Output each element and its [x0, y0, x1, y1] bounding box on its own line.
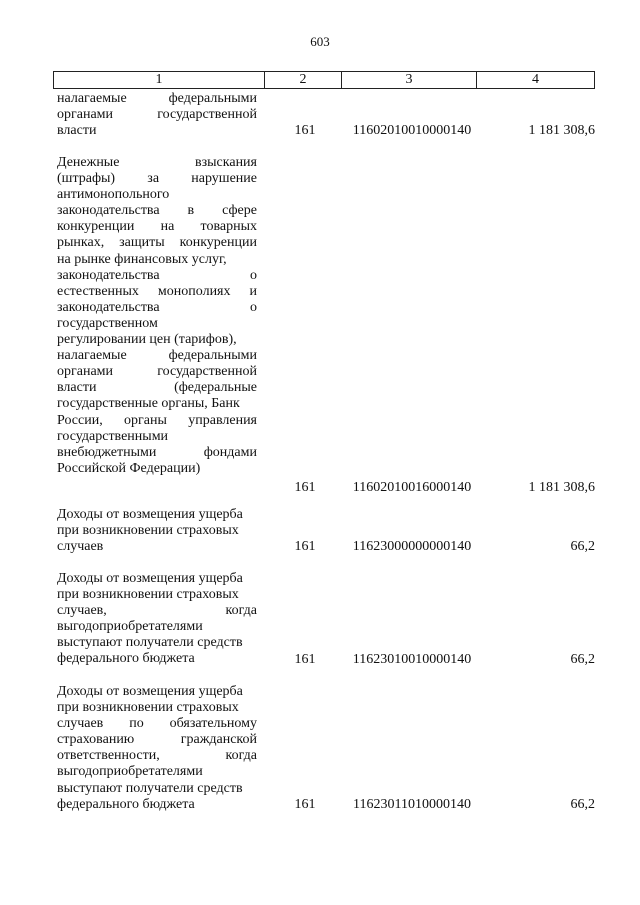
admin-code: 161 — [294, 797, 316, 812]
description-line: налагаемые федеральными — [57, 91, 257, 106]
admin-code: 161 — [294, 480, 316, 495]
description-line: случаев по обязательному — [57, 716, 257, 732]
kbk-code: 11623010010000140 — [352, 652, 472, 667]
row-description — [57, 155, 257, 477]
amount: 66,2 — [570, 539, 595, 554]
description-line: налагаемые федеральными — [57, 348, 257, 364]
kbk-code: 11602010010000140 — [352, 123, 472, 138]
description-line: органами государственной — [57, 107, 257, 123]
description-line: ответственности, когда — [57, 748, 257, 764]
description-line: (штрафы) за нарушение — [57, 171, 257, 187]
row-description — [57, 507, 257, 555]
description-line: Доходы от возмещения ущерба — [57, 684, 243, 699]
description-line: власти — [57, 123, 97, 139]
description-line: федерального бюджета — [57, 651, 195, 667]
description-line: при возникновении страховых — [57, 700, 239, 716]
admin-code: 161 — [294, 123, 316, 138]
description-line: государственными — [57, 428, 169, 444]
description-line: Российской Федерации) — [57, 460, 201, 476]
description-line: государственном — [57, 315, 158, 331]
row-description — [57, 684, 257, 813]
row-description — [57, 571, 257, 668]
description-line: Денежные взыскания — [57, 155, 257, 170]
description-line: государственные органы, Банк — [57, 396, 240, 412]
admin-code: 161 — [294, 652, 316, 667]
description-line: естественных монополиях и — [57, 283, 257, 299]
description-line: законодательства в сфере — [57, 203, 257, 219]
row-description — [57, 91, 257, 139]
description-line: внебюджетными фондами — [57, 444, 257, 460]
amount: 66,2 — [570, 652, 595, 667]
admin-code: 161 — [294, 539, 316, 554]
header-col-3: 3 — [342, 72, 477, 88]
kbk-code: 11623000000000140 — [352, 539, 472, 554]
description-line: страхованию гражданской — [57, 732, 257, 748]
description-line: на рынке финансовых услуг, — [57, 251, 227, 267]
description-line: власти (федеральные — [57, 380, 257, 396]
description-line: выступают получатели средств — [57, 780, 243, 796]
description-line: случаев — [57, 539, 104, 555]
description-line: России, органы управления — [57, 412, 257, 428]
description-line: конкуренции на товарных — [57, 219, 257, 235]
amount: 1 181 308,6 — [528, 123, 595, 138]
page-number: 603 — [310, 34, 330, 49]
description-line: при возникновении страховых — [57, 523, 239, 539]
description-line: выгодоприобретателями — [57, 764, 203, 780]
description-line: законодательства о — [57, 267, 257, 283]
description-line: законодательства о — [57, 299, 257, 315]
header-col-4: 4 — [532, 72, 539, 87]
kbk-code: 11602010016000140 — [352, 480, 472, 495]
header-col-2: 2 — [265, 72, 342, 88]
amount: 66,2 — [570, 797, 595, 812]
description-line: федерального бюджета — [57, 796, 195, 812]
description-line: Доходы от возмещения ущерба — [57, 507, 243, 522]
description-line: регулировании цен (тарифов), — [57, 332, 237, 348]
description-line: выгодоприобретателями — [57, 619, 203, 635]
description-line: Доходы от возмещения ущерба — [57, 571, 243, 586]
description-line: органами государственной — [57, 364, 257, 380]
table-header — [53, 71, 595, 89]
description-line: антимонопольного — [57, 187, 170, 203]
description-line: при возникновении страховых — [57, 587, 239, 603]
kbk-code: 11623011010000140 — [353, 797, 471, 812]
description-line: случаев, когда — [57, 603, 257, 619]
description-line: рынках, защиты конкуренции — [57, 235, 257, 251]
header-col-1: 1 — [54, 72, 265, 88]
amount: 1 181 308,6 — [528, 480, 595, 495]
description-line: выступают получатели средств — [57, 635, 243, 651]
